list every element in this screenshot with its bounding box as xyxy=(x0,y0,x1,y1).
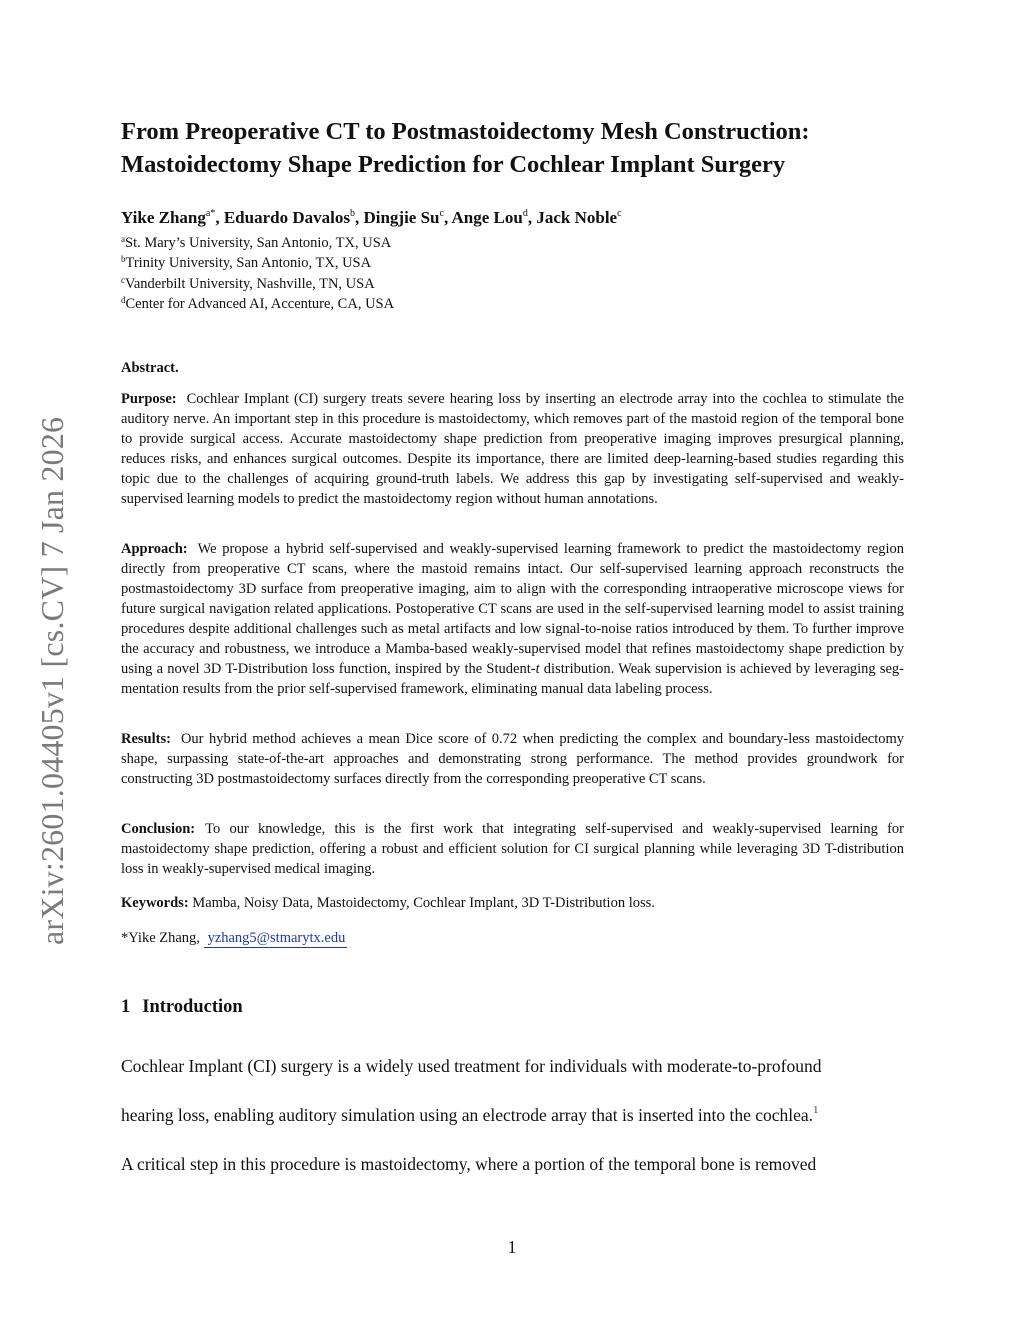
results-label: Results: xyxy=(121,731,171,747)
corresponding-author xyxy=(121,930,347,947)
section-title: Introduction xyxy=(142,997,243,1017)
author-name: Eduardo Davalos xyxy=(223,208,350,227)
keywords xyxy=(121,895,655,912)
author-sup: b xyxy=(349,208,355,219)
section-number: 1 xyxy=(121,997,131,1017)
intro-line-text: hearing loss, enabling auditory simulation using an electrode array that is inserted into the cochlea. xyxy=(121,1105,814,1125)
affiliation-text: Center for Advanced AI, Accenture, CA, USA xyxy=(125,296,395,313)
title-line-2: Mastoidectomy Shape Prediction for Cochlear Implant Surgery xyxy=(121,151,786,178)
affiliation-sup: a xyxy=(121,234,125,244)
results-text: Our hybrid method achieves a mean Dice score of 0.72 when predicting the complex and boundary-less mastoidectomy shape, surpassing state-of-the-art approaches and demonstrating strong performance. The method provides groundwork for constructing 3D postmastoidectomy surfaces directly from the corresponding preoperative CT scans. xyxy=(121,731,904,787)
conclusion-text: To our knowledge, this is the first work that integrating self-supervised and weakly-supervised learning for mastoidectomy shape prediction, offering a robust and efficient solution for CI surgical planning while leveraging 3D T-distribution loss in weakly-supervised medical imaging. xyxy=(121,821,904,877)
affiliation xyxy=(121,233,394,253)
author-list xyxy=(121,208,622,228)
author-separator: , xyxy=(215,208,224,227)
email-link[interactable]: yzhang5@stmarytx.edu xyxy=(204,930,348,948)
author-sup: c xyxy=(617,208,622,219)
affiliation-text: Vanderbilt University, Nashville, TN, USA xyxy=(125,275,375,292)
intro-line: Cochlear Implant (CI) surgery is a widely used treatment for individuals with moderate-to-profound xyxy=(121,1056,822,1076)
author-separator: , xyxy=(527,208,537,227)
author-name: Dingjie Su xyxy=(363,208,440,227)
keywords-text: Mamba, Noisy Data, Mastoidectomy, Cochlear Implant, 3D T-Distribution loss. xyxy=(192,895,655,911)
page-number: 1 xyxy=(507,1237,517,1257)
conclusion-label: Conclusion: xyxy=(121,821,196,837)
approach-label: Approach: xyxy=(121,541,188,557)
author-sup: c xyxy=(439,208,444,219)
corresponding-prefix: *Yike Zhang, xyxy=(121,930,200,946)
abstract-conclusion xyxy=(121,819,904,879)
affiliation xyxy=(121,294,394,314)
approach-italic: t xyxy=(535,661,540,677)
abstract-purpose xyxy=(121,389,904,509)
author-separator: , xyxy=(443,208,452,227)
author-sup: d xyxy=(522,208,528,219)
footnote-ref[interactable]: 1 xyxy=(813,1104,819,1116)
approach-text-end: distribution. Weak supervision is achieved by leveraging segmentation results from the prior self-supervised framework, eliminating manual data labeling process. xyxy=(121,661,904,697)
affiliation-sup: b xyxy=(121,254,126,265)
intro-line xyxy=(121,1105,911,1126)
arxiv-id-text: arXiv:2601.04405v1 [cs.CV] 7 Jan 2026 xyxy=(34,416,70,945)
arxiv-identifier xyxy=(34,380,74,945)
author-name: Ange Lou xyxy=(451,208,523,227)
keywords-label: Keywords: xyxy=(121,895,189,911)
author-name: Jack Noble xyxy=(536,208,618,227)
abstract-approach xyxy=(121,539,904,699)
approach-text: We propose a hybrid self-supervised and weakly-supervised learning framework to predict the mastoidectomy region directly from preoperative CT scans, where the mastoid remains intact. Our self-supervised learning approach reconstructs the postmastoidectomy 3D surface from preoperative imaging, aim to align with the corresponding intraoperative microscope views for future surgical navigation related applications. Postoperative CT scans are used in the self-supervised learning model to assist training procedures despite additional challenges such as metal artifacts and low signal-to-noise ratios introduced by them. To further improve the accuracy and robustness, we introduce a Mamba-based weakly-supervised model that refines mastoidectomy shape prediction by using a novel 3D T-Distribution loss function, inspired by the Student- xyxy=(121,541,904,677)
affiliation xyxy=(121,274,394,294)
affiliation xyxy=(121,253,394,273)
affiliation-sup: c xyxy=(121,274,125,285)
abstract-heading: Abstract. xyxy=(121,360,179,376)
abstract-results xyxy=(121,729,904,789)
affiliation-text: Trinity University, San Antonio, TX, USA xyxy=(125,255,372,272)
author-separator: , xyxy=(354,208,364,227)
purpose-text: Cochlear Implant (CI) surgery treats severe hearing loss by inserting an electrode array into the cochlea to stimulate the auditory nerve. An important step in this procedure is mastoidectomy, which removes part of the mastoid region of the temporal bone to provide surgical access. Accurate mastoidectomy shape prediction from preoperative imaging improves presurgical planning, reduces risks, and enhances surgical outcomes. Despite its importance, there are limited deep-learning-based studies regarding this topic due to the challenges of acquiring ground-truth labels. We address this gap by investigating self-supervised and weakly-supervised learning models to predict the mastoidectomy region without human annotations. xyxy=(121,391,904,507)
affiliation-sup: d xyxy=(121,295,126,306)
affiliation-list xyxy=(121,233,394,315)
paper-title xyxy=(121,115,911,181)
author-sup: a* xyxy=(205,208,216,219)
title-line-1: From Preoperative CT to Postmastoidectomy Mesh Construction: xyxy=(121,118,810,145)
intro-line: A critical step in this procedure is mastoidectomy, where a portion of the temporal bone is removed xyxy=(121,1154,817,1174)
affiliation-text: St. Mary’s University, San Antonio, TX, USA xyxy=(125,235,392,251)
author-name: Yike Zhang xyxy=(121,208,206,227)
section-heading xyxy=(121,997,243,1018)
purpose-label: Purpose: xyxy=(121,391,177,407)
